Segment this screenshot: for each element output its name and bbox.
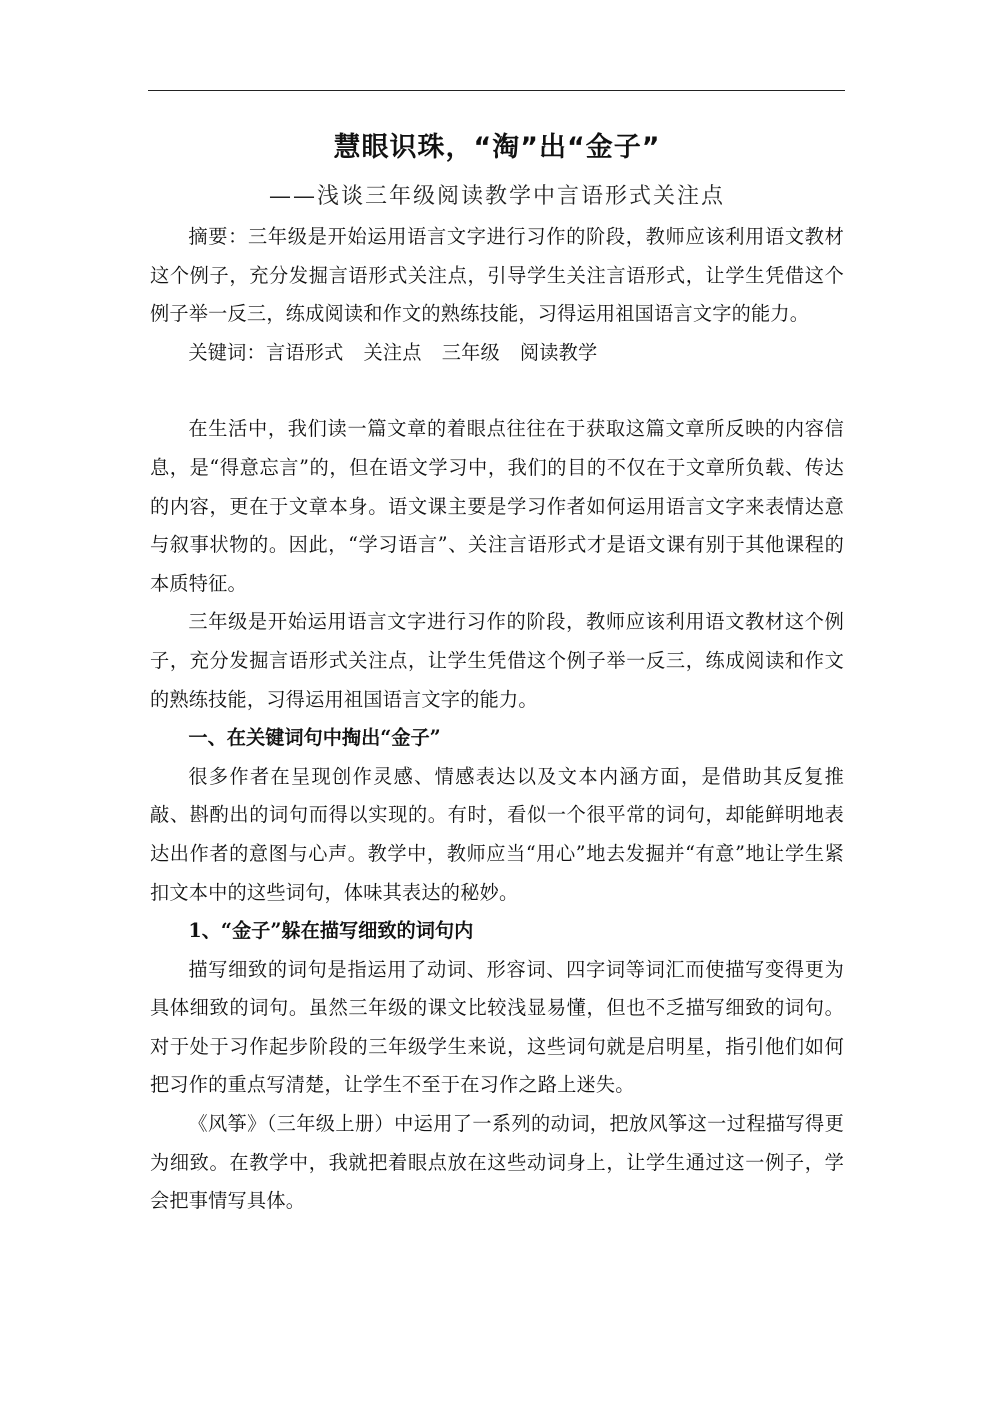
abstract-label: 摘要： bbox=[188, 225, 249, 248]
abstract-text: 三年级是开始运用语言文字进行习作的阶段，教师应该利用语文教材这个例子，充分发掘言语形式关注点，引导学生关注言语形式，让学生凭借这个例子举一反三，练成阅读和作文的熟练技能，习得运用祖国语言文字的能力。 bbox=[150, 225, 845, 326]
keywords-label: 关键词： bbox=[188, 340, 266, 364]
keyword: 关注点 bbox=[363, 340, 422, 364]
keywords-line bbox=[150, 334, 844, 373]
abstract-paragraph bbox=[150, 218, 844, 334]
section-heading: 一、在关键词句中掏出“金子” bbox=[188, 726, 441, 750]
keyword: 三年级 bbox=[441, 340, 500, 364]
keyword: 言语形式 bbox=[265, 340, 344, 364]
body-paragraph: 描写细致的词句是指运用了动词、形容词、四字词等词汇而使描写变得更为具体细致的词句。虽然三年级的课文比较浅显易懂，但也不乏描写细致的词句。对于处于习作起步阶段的三年级学生来说，这些词句就是启明星，指引他们如何把习作的重点写清楚，让学生不至于在习作之路上迷失。 bbox=[150, 957, 844, 1097]
document-body bbox=[150, 110, 844, 1221]
body-paragraph: 很多作者在呈现创作灵感、情感表达以及文本内涵方面，是借助其反复推敲、斟酌出的词句而得以实现的。有时，看似一个很平常的词句，却能鲜明地表达出作者的意图与心声。教学中，教师应当“用心”地去发掘并“有意”地让学生紧扣文本中的这些词句，体味其表达的秘妙。 bbox=[150, 764, 844, 904]
body-paragraph: 在生活中，我们读一篇文章的着眼点往往在于获取这篇文章所反映的内容信息，是“得意忘言”的，但在语文学习中，我们的目的不仅在于文章所负载、传达的内容，更在于文章本身。语文课主要是学习作者如何运用语言文字来表情达意与叙事状物的。因此，“学习语言”、关注言语形式才是语文课有别于其他课程的本质特征。 bbox=[150, 417, 844, 595]
header-rule bbox=[148, 90, 845, 91]
keyword: 阅读教学 bbox=[519, 340, 598, 364]
document-subtitle: ——浅谈三年级阅读教学中言语形式关注点 bbox=[268, 184, 725, 209]
subsection-heading: 1、“金子”躲在描写细致的词句内 bbox=[188, 919, 474, 943]
body-paragraph: 三年级是开始运用语言文字进行习作的阶段，教师应该利用语文教材这个例子，充分发掘言语形式关注点，让学生凭借这个例子举一反三，练成阅读和作文的熟练技能，习得运用祖国语言文字的能力。 bbox=[150, 610, 844, 711]
body-paragraph: 《风筝》（三年级上册）中运用了一系列的动词，把放风筝这一过程描写得更为细致。在教学中，我就把着眼点放在这些动词身上，让学生通过这一例子，学会把事情写具体。 bbox=[150, 1112, 844, 1213]
blank-line bbox=[150, 372, 844, 410]
document-title: 慧眼识珠，“淘”出“金子” bbox=[333, 132, 661, 163]
